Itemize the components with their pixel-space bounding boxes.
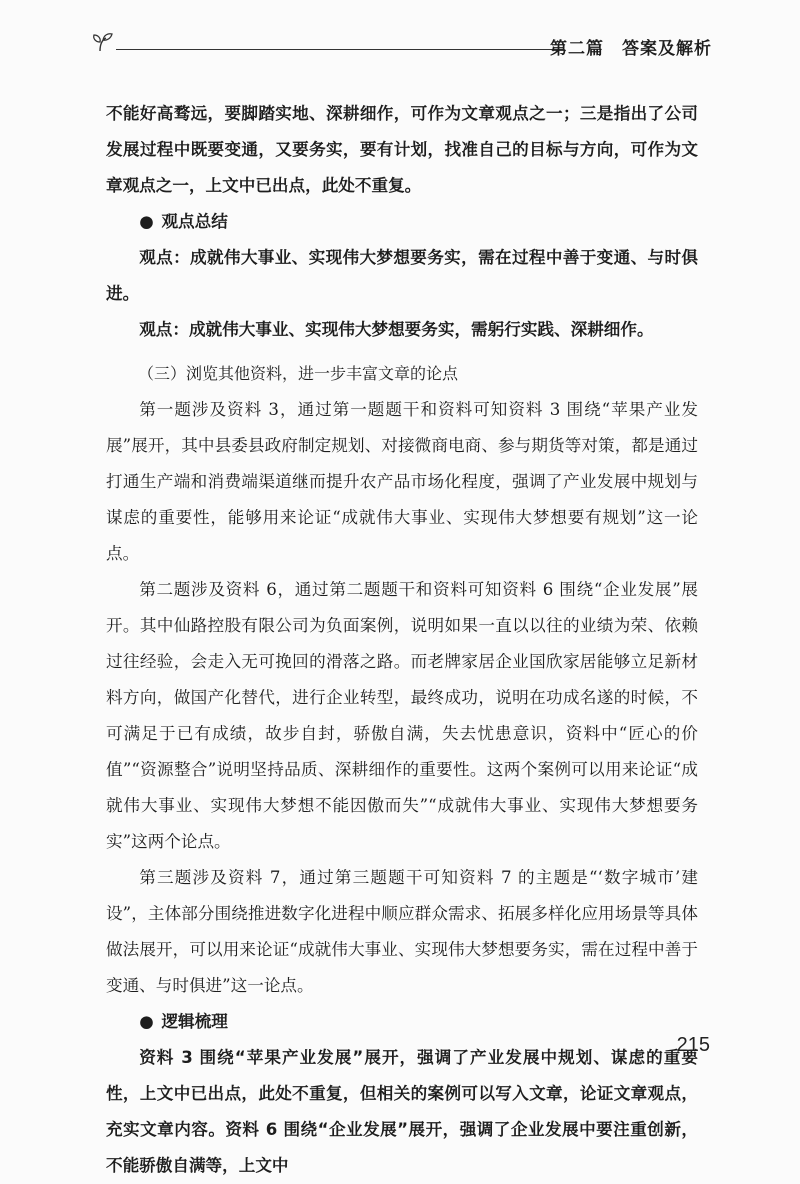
header-rule <box>116 49 564 50</box>
sprout-icon <box>92 30 120 54</box>
summary-heading <box>106 204 698 240</box>
question-3-paragraph: 第三题涉及资料 7，通过第三题题干可知资料 7 的主题是“‘数字城市’建设”，主体部分围绕推进数字化进程中顺应群众需求、拓展多样化应用场景等具体做法展开，可以用来论证“成就伟大事业、实现伟大梦想要务实，需在过程中善于变通、与时俱进”这一论点。 <box>106 868 698 995</box>
logic-heading <box>106 1004 698 1040</box>
page-body <box>106 96 698 1184</box>
logic-paragraph: 资料 3 围绕“苹果产业发展”展开，强调了产业发展中规划、谋虑的重要性，上文中已出点，此处不重复，但相关的案例可以写入文章，论证文章观点，充实文章内容。资料 6 围绕“企业发展”展开，强调了企业发展中要注重创新，不能骄傲自满等，上文中 <box>106 1048 698 1175</box>
page-number: 215 <box>676 1034 710 1056</box>
bullet-icon: ● <box>139 1012 154 1031</box>
running-header <box>92 28 712 58</box>
viewpoint-1: 观点：成就伟大事业、实现伟大梦想要务实，需在过程中善于变通、与时俱进。 <box>106 248 698 303</box>
section-heading: （三）浏览其他资料，进一步丰富文章的论点 <box>138 364 459 383</box>
question-1-paragraph: 第一题涉及资料 3，通过第一题题干和资料可知资料 3 围绕“苹果产业发展”展开，其中县委县政府制定规划、对接微商电商、参与期货等对策，都是通过打通生产端和消费端渠道继而提升农产品市场化程度，强调了产业发展中规划与谋虑的重要性，能够用来论证“成就伟大事业、实现伟大梦想要有规划”这一论点。 <box>106 400 698 563</box>
paragraph-continuation: 不能好高骛远，要脚踏实地、深耕细作，可作为文章观点之一；三是指出了公司发展过程中既要变通，又要务实，要有计划，找准自己的目标与方向，可作为文章观点之一，上文中已出点，此处不重复。 <box>106 104 698 195</box>
viewpoint-2: 观点：成就伟大事业、实现伟大梦想要务实，需躬行实践、深耕细作。 <box>139 320 654 339</box>
question-2-paragraph: 第二题涉及资料 6，通过第二题题干和资料可知资料 6 围绕“企业发展”展开。其中仙路控股有限公司为负面案例，说明如果一直以以往的业绩为荣、依赖过往经验，会走入无可挽回的滑落之路。而老牌家居企业国欣家居能够立足新材料方向，做国产化替代，进行企业转型，最终成功，说明在功成名遂的时候，不可满足于已有成绩，故步自封，骄傲自满，失去忧患意识，资料中“匠心的价值”“资源整合”说明坚持品质、深耕细作的重要性。这两个案例可以用来论证“成就伟大事业、实现伟大梦想不能因傲而失”“成就伟大事业、实现伟大梦想要务实”这两个论点。 <box>106 580 698 851</box>
chapter-title: 第二篇 答案及解析 <box>550 39 712 59</box>
summary-heading-label: 观点总结 <box>161 212 228 231</box>
bullet-icon: ● <box>139 212 154 231</box>
logic-heading-label: 逻辑梳理 <box>161 1012 228 1031</box>
